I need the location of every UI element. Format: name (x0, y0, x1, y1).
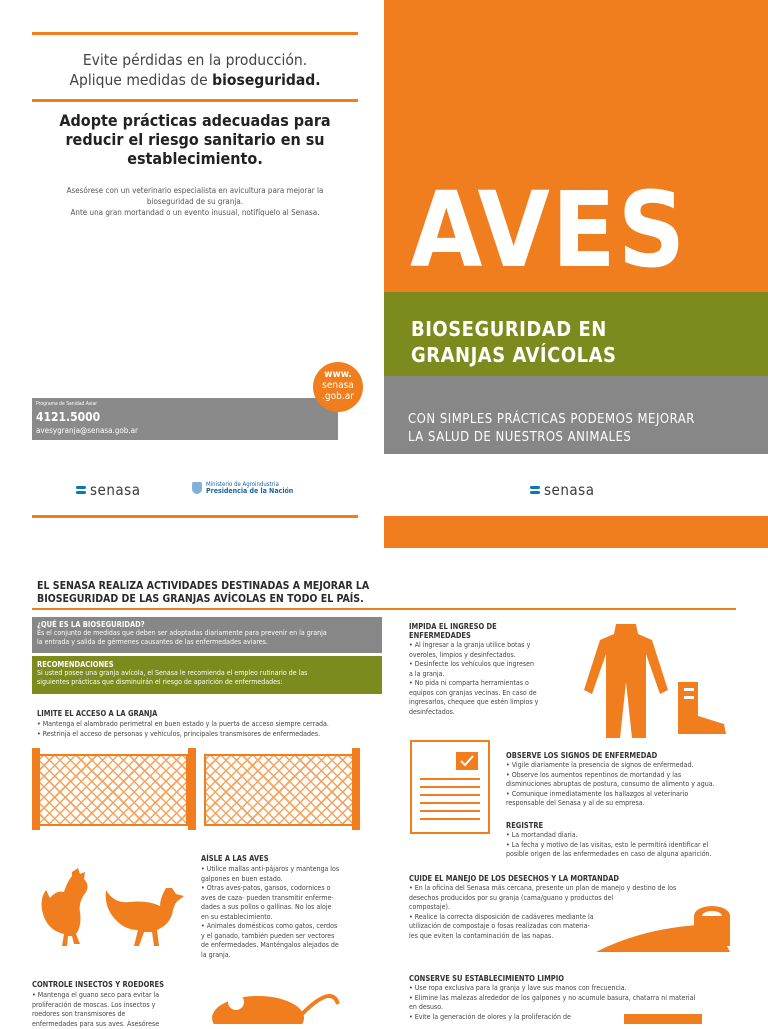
tagline-line-2 (32, 70, 358, 90)
prevent-entry-title (409, 622, 569, 640)
recommendations-line-2: siguientes prácticas que disminuirán el riesgo de aparición de enfermedades: (37, 678, 377, 687)
waste-title: CUIDE EL MANEJO DE LOS DESECHOS Y LA MORTANDAD (409, 874, 719, 883)
prevent-line-4: a la granja. (409, 670, 569, 680)
boot-icon (674, 680, 730, 736)
recommendations-band (32, 656, 382, 694)
top-rule-2 (32, 99, 358, 102)
cover-subtitle (411, 316, 616, 368)
observe-title: OBSERVE LOS SIGNOS DE ENFERMEDAD (506, 751, 736, 760)
pests-line-1: • Mantenga el guano seco para evitar la (32, 991, 202, 1001)
cover-tagline (408, 411, 695, 447)
isolate-line-8: y el ganado, también pueden ser vectores (201, 932, 366, 942)
note-line-3: Ante una gran mortandad o un evento inusual, notifíquelo al Senasa. (32, 207, 358, 218)
register-line-2: • La fecha y motivo de las visitas, esto le permitirá identificar el (506, 841, 736, 851)
advice-note (32, 185, 358, 218)
phone-number[interactable]: 4121.5000 (36, 410, 100, 424)
prevent-line-2: overoles, limpios y desinfectados. (409, 651, 569, 661)
senasa-mark-icon (530, 486, 540, 494)
mouse-icon (206, 984, 346, 1024)
overall-icon (584, 622, 668, 740)
isolate-line-5: dades a sus pollos o gallinas. No los aloje (201, 903, 366, 913)
pests-line-3: roedores son transmisores de (32, 1010, 202, 1020)
clean-line-4: • Evite la generación de olores y la proliferación de (409, 1013, 739, 1023)
web-line-2: senasa (313, 380, 363, 391)
top-rule-1 (32, 32, 358, 35)
isolate-line-1: • Utilice mallas anti-pájaros y mantenga los (201, 865, 366, 875)
prevent-line-3: • Desinfecte los vehículos que ingresen (409, 660, 569, 670)
isolate-line-3: • Otras aves-patos, gansos, codornices o (201, 884, 366, 894)
ministry-line-2: Presidencia de la Nación (206, 488, 293, 495)
national-shield-icon (192, 482, 202, 494)
hen-icon (104, 882, 190, 952)
senasa-logo-left (76, 481, 140, 499)
cover-tagline-line-2: LA SALUD DE NUESTROS ANIMALES (408, 429, 695, 447)
pests-title: CONTROLE INSECTOS Y ROEDORES (32, 980, 202, 989)
program-label: Programa de Sanidad Aviar (36, 401, 97, 407)
waste-line-5: utilización de compostaje o fosas realizadas con materia- (409, 922, 719, 932)
tagline-bold: bioseguridad. (212, 71, 320, 89)
headline-line-1: Adopte prácticas adecuadas para (32, 111, 358, 130)
observe-line-4: • Comunique inmediatamente los hallazgos al veterinario (506, 790, 736, 800)
observe-line-1: • Vigile diariamente la presencia de signos de enfermedad. (506, 761, 736, 771)
observe-section (506, 751, 736, 809)
recommendations-title: RECOMENDACIONES (37, 660, 377, 669)
clean-line-3: en desuso. (409, 1003, 739, 1013)
cover-grey-band (384, 376, 768, 454)
pests-section (32, 980, 202, 1029)
prevent-line-7: ingresarlos, chequee que estén limpios y (409, 698, 569, 708)
prevent-entry-title-2: ENFERMEDADES (409, 631, 569, 640)
inside-heading-line-1: EL SENASA REALIZA ACTIVIDADES DESTINADAS A MEJORAR LA (37, 580, 377, 593)
isolate-line-2: galpones en buen estado. (201, 875, 366, 885)
inside-heading-line-2: BIOSEGURIDAD DE LAS GRANJAS AVÍCOLAS EN TODO EL PAÍS. (37, 593, 377, 606)
cover-title: AVES (410, 178, 687, 282)
observe-line-2: • Observe los aumentos repentinos de mortandad y las (506, 771, 736, 781)
waste-line-4: • Realice la correcta disposición de cadáveres mediante la (409, 913, 719, 923)
isolate-title: AÍSLE A LAS AVES (201, 854, 366, 863)
clean-title: CONSERVE SU ESTABLECIMIENTO LIMPIO (409, 974, 739, 983)
note-line-1: Asesórese con un veterinario especialista en avicultura para mejorar la (32, 185, 358, 196)
limit-access-line-1: • Mantenga el alambrado perimetral en buen estado y la puerta de acceso siempre cerrada. (37, 720, 382, 730)
pests-line-2: proliferación de moscas. Los insectos y (32, 1001, 202, 1011)
isolate-line-10: la granja. (201, 951, 366, 961)
observe-line-5: responsable del Senasa y al de su empresa. (506, 799, 736, 809)
cover-bottom-band (384, 516, 768, 548)
tagline-line-1: Evite pérdidas en la producción. (32, 50, 358, 70)
note-line-2: bioseguridad de su granja. (32, 196, 358, 207)
isolate-line-9: de enfermedades. Manténgalos alejados de (201, 941, 366, 951)
headline-line-3: establecimiento. (32, 149, 358, 168)
bottom-rule-left (32, 515, 358, 518)
prevent-line-5: • No pida ni comparta herramientas o (409, 679, 569, 689)
what-is-band (32, 617, 382, 653)
senasa-logo-cover (530, 481, 594, 499)
isolate-line-7: • Animales domésticos como gatos, cerdos (201, 922, 366, 932)
check-document-icon (410, 740, 490, 834)
limit-access-section (37, 709, 382, 739)
limit-access-line-2: • Restrinja el acceso de personas y vehículos, principales transmisores de enfermedades. (37, 730, 382, 740)
what-is-line-2: la entrada y salida de gérmenes causantes de las enfermedades aviares. (37, 638, 377, 647)
cover-subtitle-line-1: BIOSEGURIDAD EN (411, 316, 616, 342)
what-is-line-1: Es el conjunto de medidas que deben ser adoptadas diariamente para prevenir en la granja (37, 629, 377, 638)
waste-line-1: • En la oficina del Senasa más cercana, presente un plan de manejo y destino de los (409, 884, 719, 894)
register-section (506, 821, 736, 860)
ministry-line-1: Ministerio de Agroindustria (206, 481, 293, 488)
prevent-entry-title-1: IMPIDA EL INGRESO DE (409, 622, 569, 631)
web-line-3: .gob.ar (313, 391, 363, 402)
observe-line-3: disminuciones abruptas de postura, consumo de alimento y agua. (506, 780, 736, 790)
clean-line-2: • Elimine las malezas alrededor de los galpones y no acumule basura, chatarra ni material (409, 994, 739, 1004)
prevent-line-6: equipos con granjas vecinas. En caso de (409, 689, 569, 699)
senasa-mark-icon (76, 486, 86, 494)
waste-line-6: les que eviten la contaminación de las napas. (409, 932, 719, 942)
prevent-line-8: desinfectados. (409, 708, 569, 718)
web-badge[interactable] (313, 362, 363, 412)
tagline-prefix: Aplique medidas de (69, 71, 212, 89)
headline-line-2: reducir el riesgo sanitario en su (32, 130, 358, 149)
clean-icon-fragment (624, 1014, 702, 1024)
compost-pile-icon (596, 894, 738, 958)
ministry-logo (192, 481, 293, 495)
inside-rule (32, 608, 736, 610)
isolate-line-4: aves de caza- pueden transmitir enferme- (201, 894, 366, 904)
email-link[interactable]: avesygranja@senasa.gob.ar (36, 426, 138, 435)
cover-olive-band (384, 292, 768, 376)
clean-line-1: • Use ropa exclusiva para la granja y lave sus manos con frecuencia. (409, 984, 739, 994)
cover-tagline-line-1: CON SIMPLES PRÁCTICAS PODEMOS MEJORAR (408, 411, 695, 429)
prevent-entry-section (409, 622, 569, 717)
what-is-title: ¿QUÉ ES LA BIOSEGURIDAD? (37, 620, 377, 629)
headline (32, 111, 358, 168)
register-title: REGISTRE (506, 821, 736, 830)
cover-subtitle-line-2: GRANJAS AVÍCOLAS (411, 342, 616, 368)
limit-access-title: LIMITE EL ACCESO A LA GRANJA (37, 709, 382, 718)
tagline (32, 50, 358, 90)
recommendations-line-1: Si usted posee una granja avícola, el Senasa le recomienda el empleo rutinario de las (37, 669, 377, 678)
inside-heading (37, 580, 377, 606)
chicken-icon (36, 868, 106, 960)
isolate-line-6: en su establecimiento. (201, 913, 366, 923)
web-line-1: www. (313, 369, 363, 380)
senasa-wordmark: senasa (90, 481, 140, 499)
senasa-wordmark: senasa (544, 481, 594, 499)
waste-line-3: compostaje). (409, 903, 719, 913)
register-line-1: • La mortandad diaria. (506, 831, 736, 841)
isolate-section (201, 854, 366, 960)
register-line-3: posible origen de las enfermedades en caso de alguna aparición. (506, 850, 736, 860)
prevent-line-1: • Al ingresar a la granja utilice botas y (409, 641, 569, 651)
fence-icon (32, 748, 362, 830)
pests-line-4: enfermedades para sus aves. Asesórese (32, 1020, 202, 1029)
contact-box (32, 398, 338, 440)
waste-line-2: desechos producidos por su granja (cama/guano y productos del (409, 894, 719, 904)
